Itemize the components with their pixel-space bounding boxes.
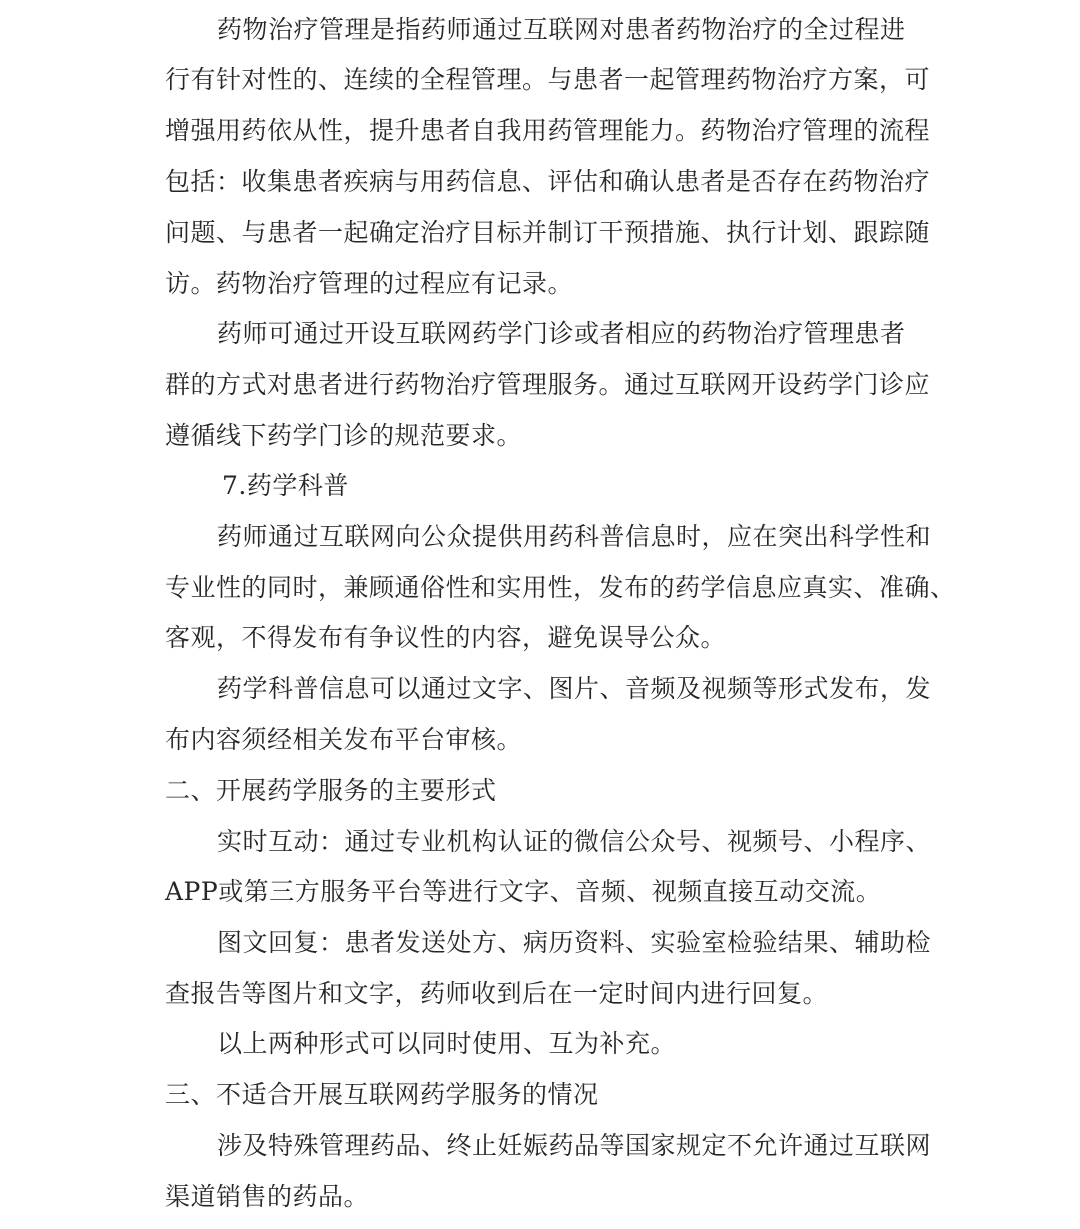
paragraph-medication-management-line-3: 增强用药依从性，提升患者自我用药管理能力。药物治疗管理的流程 <box>165 116 931 145</box>
paragraph-image-text-reply-line-2: 查报告等图片和文字，药师收到后在一定时间内进行回复。 <box>165 979 829 1008</box>
paragraph-forms-complement: 以上两种形式可以同时使用、互为补充。 <box>217 1029 677 1058</box>
paragraph-medication-management-line-2: 行有针对性的、连续的全程管理。与患者一起管理药物治疗方案，可 <box>165 65 931 94</box>
section-heading-main-forms: 二、开展药学服务的主要形式 <box>165 776 497 805</box>
paragraph-pharmacy-clinic-line-2: 群的方式对患者进行药物治疗管理服务。通过互联网开设药学门诊应 <box>165 370 931 399</box>
paragraph-pharmacy-clinic-line-1: 药师可通过开设互联网药学门诊或者相应的药物治疗管理患者 <box>217 319 906 348</box>
paragraph-image-text-reply-line-1: 图文回复：患者发送处方、病历资料、实验室检验结果、辅助检 <box>217 928 932 957</box>
section-heading-not-suitable: 三、不适合开展互联网药学服务的情况 <box>165 1080 599 1109</box>
paragraph-science-info-line-2: 专业性的同时，兼顾通俗性和实用性，发布的药学信息应真实、准确、 <box>165 573 956 602</box>
section-heading-science-popularization: 7.药学科普 <box>222 471 349 500</box>
paragraph-science-info-line-3: 客观，不得发布有争议性的内容，避免误导公众。 <box>165 623 727 652</box>
paragraph-special-drugs-line-2: 渠道销售的药品。 <box>165 1182 370 1211</box>
paragraph-real-time-interaction-line-1: 实时互动：通过专业机构认证的微信公众号、视频号、小程序、 <box>217 827 932 856</box>
paragraph-pharmacy-clinic-line-3: 遵循线下药学门诊的规范要求。 <box>165 421 523 450</box>
paragraph-medication-management-line-4: 包括：收集患者疾病与用药信息、评估和确认患者是否存在药物治疗 <box>165 167 931 196</box>
paragraph-medication-management-line-6: 访。药物治疗管理的过程应有记录。 <box>165 269 574 298</box>
paragraph-real-time-interaction-line-2: APP或第三方服务平台等进行文字、音频、视频直接互动交流。 <box>165 877 882 906</box>
paragraph-science-format-line-2: 布内容须经相关发布平台审核。 <box>165 725 523 754</box>
paragraph-medication-management-line-1: 药物治疗管理是指药师通过互联网对患者药物治疗的全过程进 <box>217 15 906 44</box>
paragraph-science-format-line-1: 药学科普信息可以通过文字、图片、音频及视频等形式发布，发 <box>217 674 932 703</box>
paragraph-science-info-line-1: 药师通过互联网向公众提供用药科普信息时，应在突出科学性和 <box>217 522 932 551</box>
paragraph-special-drugs-line-1: 涉及特殊管理药品、终止妊娠药品等国家规定不允许通过互联网 <box>217 1131 932 1160</box>
paragraph-medication-management-line-5: 问题、与患者一起确定治疗目标并制订干预措施、执行计划、跟踪随 <box>165 218 931 247</box>
